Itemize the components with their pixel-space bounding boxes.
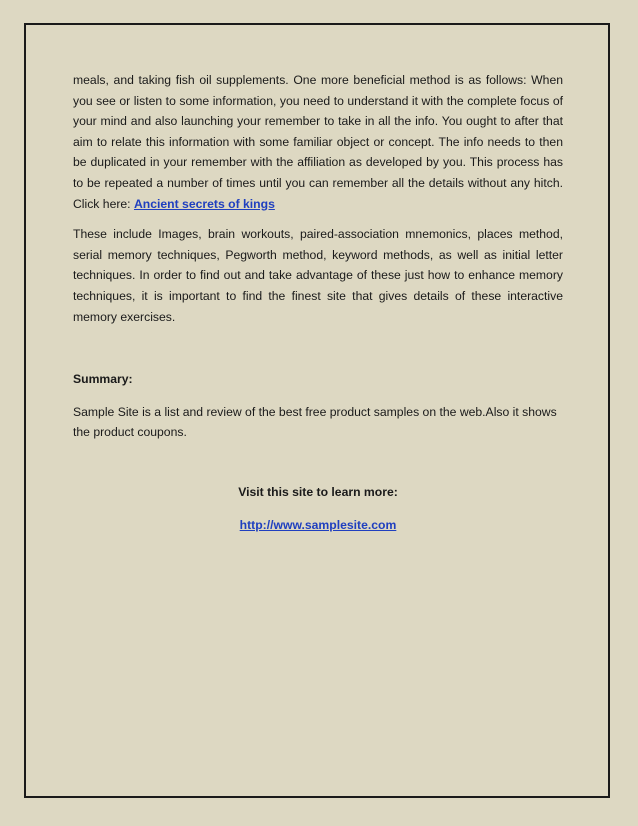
visit-label: Visit this site to learn more: (238, 484, 398, 499)
samplesite-link[interactable]: http://www.samplesite.com (239, 517, 397, 532)
paragraph-memory-method-text: meals, and taking fish oil supplements. One more beneficial method is as follows: When you see or listen to some information, you need to understand it with the complete focus of your mind and also launching your remember to take in all the info. You ought to after that aim to relate this information with some familiar object or concept. The info needs to then be duplicated in your remember with the affiliation as developed by you. This process has to be repeated a number of times until you can remember all the details without any hitch. Click here: (73, 73, 563, 211)
summary-text: Sample Site is a list and review of the best free product samples on the web.Also it shows the product coupons. (73, 404, 557, 440)
ancient-secrets-link[interactable]: Ancient secrets of kings (133, 196, 275, 211)
document-body (73, 70, 563, 535)
paragraph-memory-techniques: These include Images, brain workouts, paired-association mnemonics, places method, serial memory techniques, Pegworth method, keyword methods, as well as initial letter techniques. In order to find out and take advantage of these just how to enhance memory techniques, it is important to find the finest site that gives details of these interactive memory exercises. (73, 227, 563, 324)
visit-block (73, 482, 563, 535)
summary-heading: Summary: (73, 372, 133, 387)
paragraph-memory-method (73, 70, 563, 214)
